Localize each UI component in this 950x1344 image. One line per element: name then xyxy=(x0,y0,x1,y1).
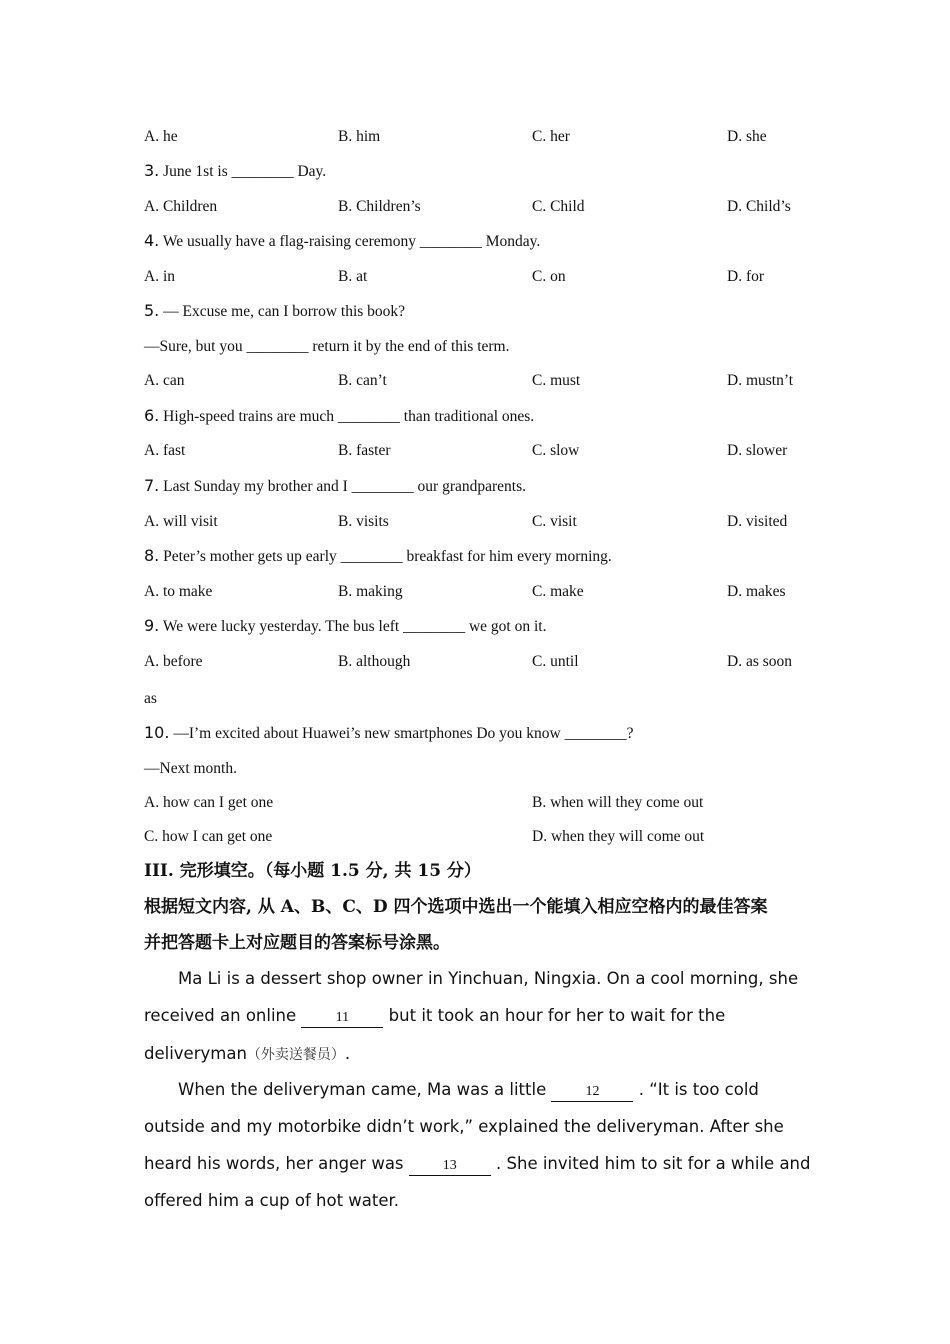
q4-option-a: A. in xyxy=(144,268,175,285)
passage-annotation: （外卖送餐员） xyxy=(246,1047,345,1063)
q9-stem xyxy=(144,616,546,637)
q2-option-a: A. he xyxy=(144,128,178,145)
q5-stem xyxy=(144,301,405,322)
q7-stem xyxy=(144,476,526,497)
q7-option-a: A. will visit xyxy=(144,513,218,530)
q4-option-b: B. at xyxy=(338,268,368,285)
q5-option-c: C. must xyxy=(532,372,581,389)
passage-text: received an online xyxy=(144,1006,297,1025)
q8-option-c: C. make xyxy=(532,583,584,600)
passage-text: . xyxy=(344,1044,351,1063)
blank-11: 11 xyxy=(301,1009,383,1028)
passage-line xyxy=(144,1043,350,1066)
q8-stem xyxy=(144,546,612,567)
q2-option-b: B. him xyxy=(338,128,381,145)
passage-line xyxy=(178,1079,759,1102)
section-instruction-line1: 根据短文内容, 从 A、B、C、D 四个选项中选出一个能填入相应空格内的最佳答案 xyxy=(144,897,768,917)
q5-reply: —Sure, but you ________ return it by the end of this term. xyxy=(144,338,510,355)
q8-option-b: B. making xyxy=(338,583,403,600)
q6-option-c: C. slow xyxy=(532,442,580,459)
passage-text: . She invited him to sit for a while and xyxy=(496,1154,811,1173)
q6-number: 6. xyxy=(144,406,160,425)
q9-option-b: B. although xyxy=(338,653,411,670)
q6-option-a: A. fast xyxy=(144,442,186,459)
q6-stem xyxy=(144,406,534,427)
q8-option-a: A. to make xyxy=(144,583,213,600)
passage-line: offered him a cup of hot water. xyxy=(144,1191,400,1210)
q3-option-c: C. Child xyxy=(532,198,585,215)
passage-line xyxy=(144,1153,811,1176)
q9-option-d: D. as soon xyxy=(727,653,793,670)
q7-option-d: D. visited xyxy=(727,513,788,530)
q3-option-d: D. Child’s xyxy=(727,198,791,215)
q10-option-d: D. when they will come out xyxy=(532,828,705,845)
q2-option-c: C. her xyxy=(532,128,570,145)
passage-line: outside and my motorbike didn’t work,” explained the deliveryman. After she xyxy=(144,1117,784,1136)
q4-stem xyxy=(144,231,540,252)
q3-text: June 1st is ________ Day. xyxy=(163,163,327,180)
section-instruction-line2: 并把答题卡上对应题目的答案标号涂黑。 xyxy=(144,933,450,953)
q3-option-b: B. Children’s xyxy=(338,198,421,215)
passage-line xyxy=(144,1005,725,1028)
q4-number: 4. xyxy=(144,231,160,250)
passage-text: When the deliveryman came, Ma was a little xyxy=(178,1080,547,1099)
q3-number: 3. xyxy=(144,161,160,180)
q10-text: —I’m excited about Huawei’s new smartphones Do you know ________? xyxy=(173,725,634,742)
q4-text: We usually have a flag-raising ceremony ________ Monday. xyxy=(162,233,541,250)
q10-stem xyxy=(144,723,634,744)
q4-option-c: C. on xyxy=(532,268,566,285)
q7-number: 7. xyxy=(144,476,160,495)
q10-number: 10. xyxy=(144,723,170,742)
q10-option-a: A. how can I get one xyxy=(144,794,274,811)
q5-option-d: D. mustn’t xyxy=(727,372,794,389)
q9-text: We were lucky yesterday. The bus left ________ we got on it. xyxy=(162,618,547,635)
passage-text: heard his words, her anger was xyxy=(144,1154,404,1173)
q6-text: High-speed trains are much ________ than traditional ones. xyxy=(163,408,535,425)
passage-line: Ma Li is a dessert shop owner in Yinchuan, Ningxia. On a cool morning, she xyxy=(178,969,799,988)
q6-option-b: B. faster xyxy=(338,442,391,459)
q9-option-d-wrap: as xyxy=(144,690,157,707)
q8-text: Peter’s mother gets up early ________ breakfast for him every morning. xyxy=(163,548,612,565)
q8-option-d: D. makes xyxy=(727,583,786,600)
q4-option-d: D. for xyxy=(727,268,765,285)
blank-12: 12 xyxy=(551,1083,633,1102)
q10-option-c: C. how I can get one xyxy=(144,828,273,845)
passage-text: deliveryman xyxy=(144,1044,247,1063)
passage-text: . “It is too cold xyxy=(638,1080,759,1099)
q9-number: 9. xyxy=(144,616,160,635)
q9-option-a: A. before xyxy=(144,653,203,670)
q2-option-d: D. she xyxy=(727,128,767,145)
blank-13: 13 xyxy=(409,1157,491,1176)
q3-option-a: A. Children xyxy=(144,198,218,215)
q3-stem xyxy=(144,161,326,182)
q7-option-b: B. visits xyxy=(338,513,389,530)
q7-text: Last Sunday my brother and I ________ our grandparents. xyxy=(163,478,527,495)
q6-option-d: D. slower xyxy=(727,442,788,459)
q5-option-a: A. can xyxy=(144,372,185,389)
q10-option-b: B. when will they come out xyxy=(532,794,704,811)
q5-text: — Excuse me, can I borrow this book? xyxy=(163,303,406,320)
q10-reply: —Next month. xyxy=(144,760,237,777)
passage-text: but it took an hour for her to wait for the xyxy=(388,1006,726,1025)
q5-number: 5. xyxy=(144,301,160,320)
q5-option-b: B. can’t xyxy=(338,372,387,389)
section-title: III. 完形填空。（每小题 1.5 分, 共 15 分） xyxy=(144,861,481,881)
q9-option-c: C. until xyxy=(532,653,579,670)
q8-number: 8. xyxy=(144,546,160,565)
q7-option-c: C. visit xyxy=(532,513,577,530)
